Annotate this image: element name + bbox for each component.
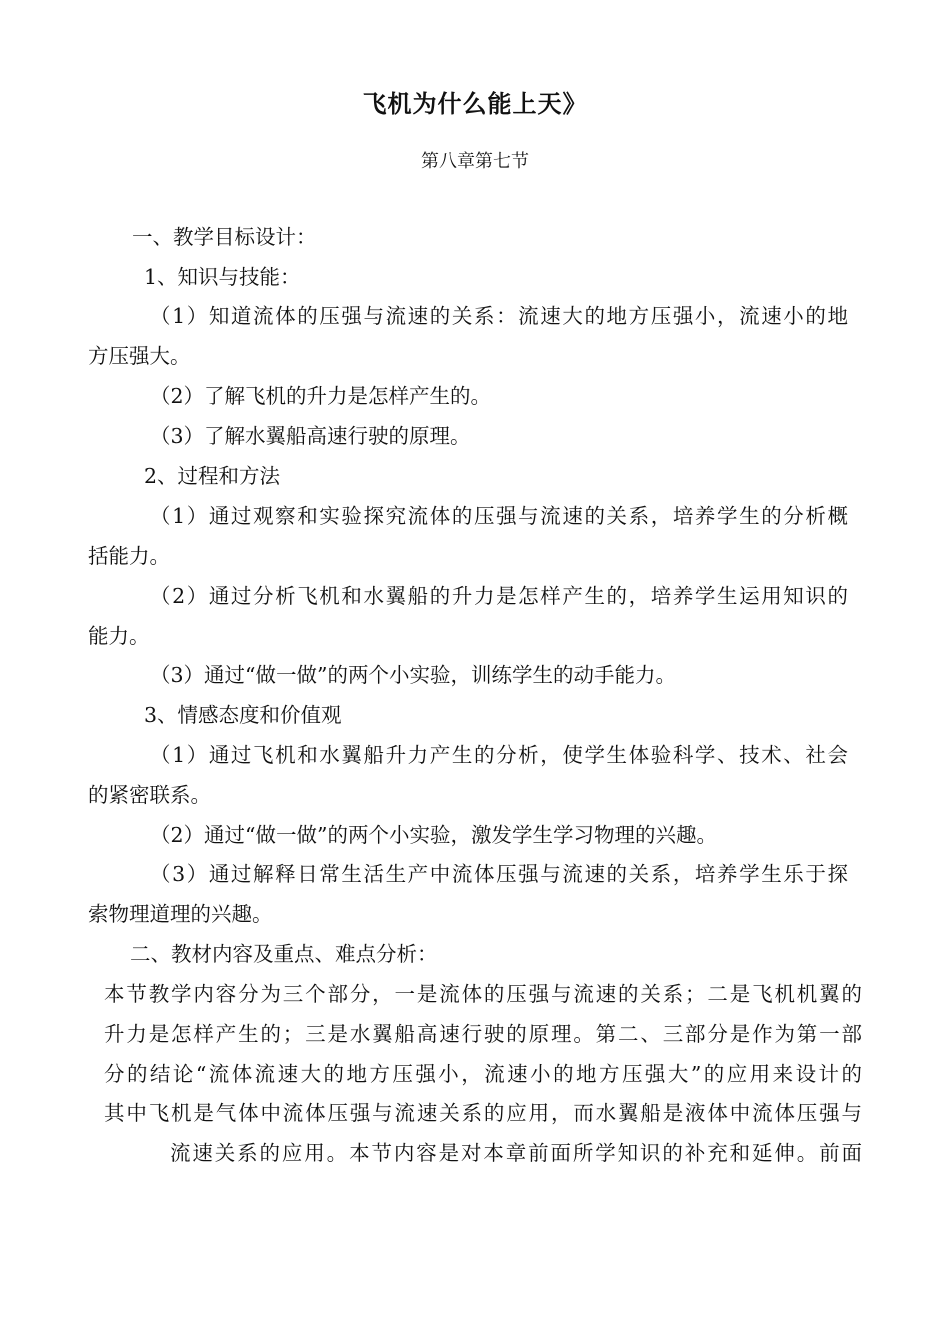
paragraph-line: （3）了解水翼船高速行驶的原理。 <box>150 424 471 448</box>
paragraph-line: （1）通过飞机和水翼船升力产生的分析，使学生体验科学、技术、社会 <box>150 743 848 767</box>
paragraph-line: （3）通过“做一做”的两个小实验，训练学生的动手能力。 <box>150 663 677 687</box>
paragraph-line: 其中飞机是气体中流体压强与流速关系的应用，而水翼船是液体中流体压强与 <box>104 1101 862 1125</box>
paragraph-line: （1）知道流体的压强与流速的关系：流速大的地方压强小，流速小的地 <box>150 304 848 328</box>
paragraph-line: （1）通过观察和实验探究流体的压强与流速的关系，培养学生的分析概 <box>150 504 848 528</box>
paragraph-line: 的紧密联系。 <box>88 783 211 807</box>
subsection-heading: 3、情感态度和价值观 <box>144 703 342 727</box>
paragraph-line: （2）通过“做一做”的两个小实验，激发学生学习物理的兴趣。 <box>150 823 718 847</box>
paragraph-line: （2）了解飞机的升力是怎样产生的。 <box>150 384 492 408</box>
section-heading: 二、教材内容及重点、难点分析： <box>130 942 438 966</box>
subsection-heading: 1、知识与技能： <box>144 265 301 289</box>
document-subtitle: 第八章第七节 <box>421 151 529 172</box>
section-heading: 一、教学目标设计： <box>132 225 317 249</box>
subsection-heading: 2、过程和方法 <box>144 464 281 488</box>
paragraph-line: 索物理道理的兴趣。 <box>88 902 273 926</box>
paragraph-line: 能力。 <box>88 624 150 648</box>
paragraph-line: 本节教学内容分为三个部分，一是流体的压强与流速的关系；二是飞机机翼的 <box>104 982 862 1006</box>
paragraph-line: （3）通过解释日常生活生产中流体压强与流速的关系，培养学生乐于探 <box>150 862 848 886</box>
paragraph-line: （2）通过分析飞机和水翼船的升力是怎样产生的，培养学生运用知识的 <box>150 584 848 608</box>
document-title: 飞机为什么能上天》 <box>362 90 588 118</box>
paragraph-line: 括能力。 <box>88 544 170 568</box>
paragraph-line: 方压强大。 <box>88 344 191 368</box>
paragraph-line: 升力是怎样产生的；三是水翼船高速行驶的原理。第二、三部分是作为第一部 <box>104 1022 862 1046</box>
paragraph-line: 分的结论“流体流速大的地方压强小，流速小的地方压强大”的应用来设计的 <box>104 1062 862 1086</box>
paragraph-line: 流速关系的应用。本节内容是对本章前面所学知识的补充和延伸。前面 <box>170 1141 862 1165</box>
